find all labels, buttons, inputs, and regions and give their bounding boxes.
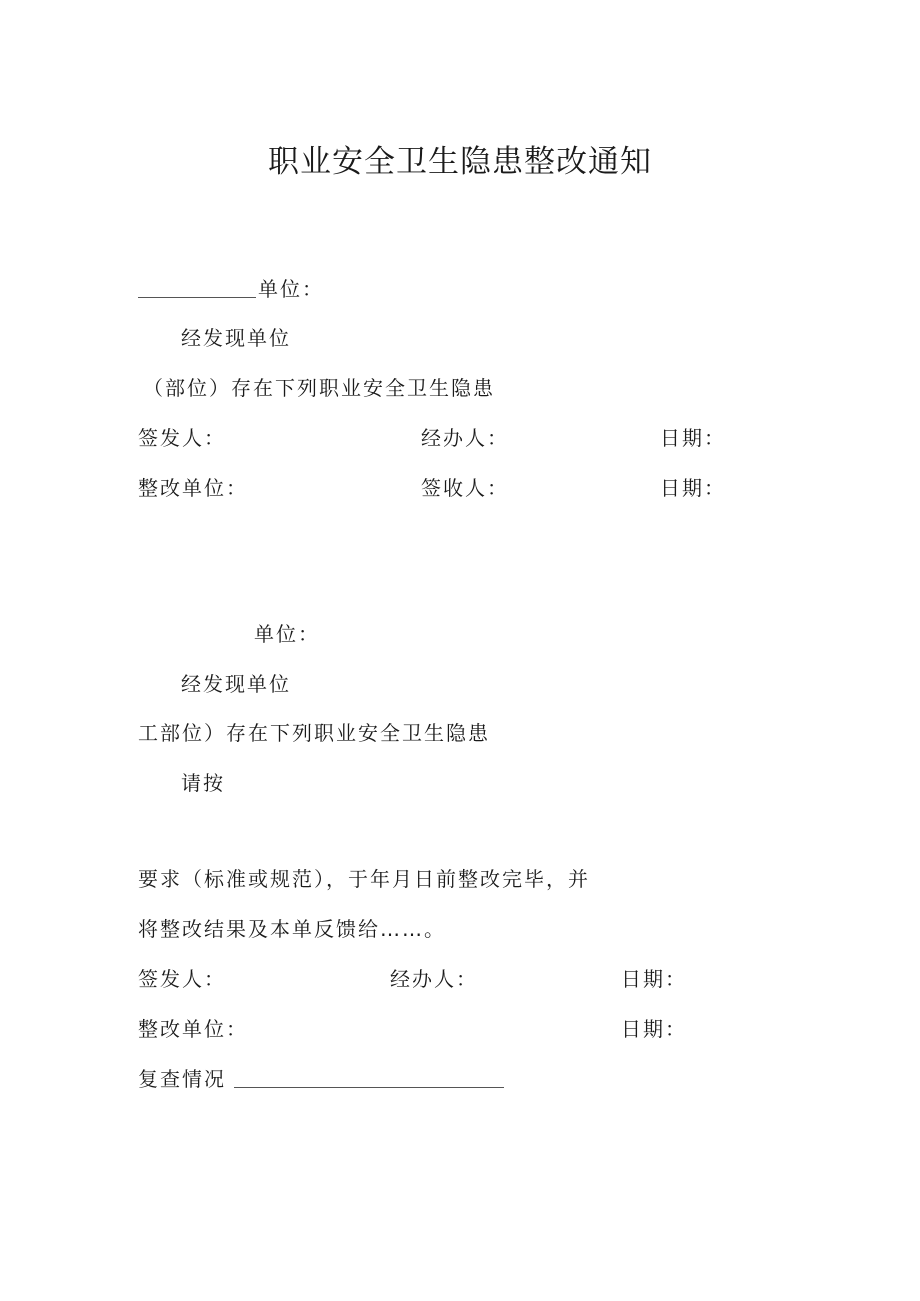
hazard-line: 工部位）存在下列职业安全卫生隐患 [138, 721, 490, 745]
unit-label: 单位： [254, 622, 320, 646]
unit-label: 单位： [258, 277, 324, 301]
issuer-label: 签发人： [138, 426, 226, 450]
hazard-line: （部位）存在下列职业安全卫生隐患 [143, 376, 495, 400]
date-label: 日期： [660, 426, 726, 450]
unit-blank-line[interactable] [138, 297, 256, 298]
handler-label: 经办人： [390, 967, 478, 991]
discover-line: 经发现单位 [181, 326, 291, 350]
date-label: 日期： [621, 1017, 687, 1041]
issuer-label: 签发人： [138, 967, 226, 991]
review-blank-line[interactable] [234, 1087, 504, 1088]
rectify-unit-label: 整改单位： [138, 1017, 248, 1041]
review-label: 复查情况 [138, 1067, 226, 1091]
date-label: 日期： [660, 476, 726, 500]
feedback-line: 将整改结果及本单反馈给……。 [138, 917, 446, 941]
rectify-unit-label: 整改单位： [138, 476, 248, 500]
requirement-line: 要求（标准或规范），于年月日前整改完毕，并 [138, 867, 590, 891]
discover-line: 经发现单位 [181, 672, 291, 696]
date-label: 日期： [621, 967, 687, 991]
please-line: 请按 [181, 771, 225, 795]
receiver-label: 签收人： [421, 476, 509, 500]
handler-label: 经办人： [421, 426, 509, 450]
page-title: 职业安全卫生隐患整改通知 [268, 144, 652, 180]
